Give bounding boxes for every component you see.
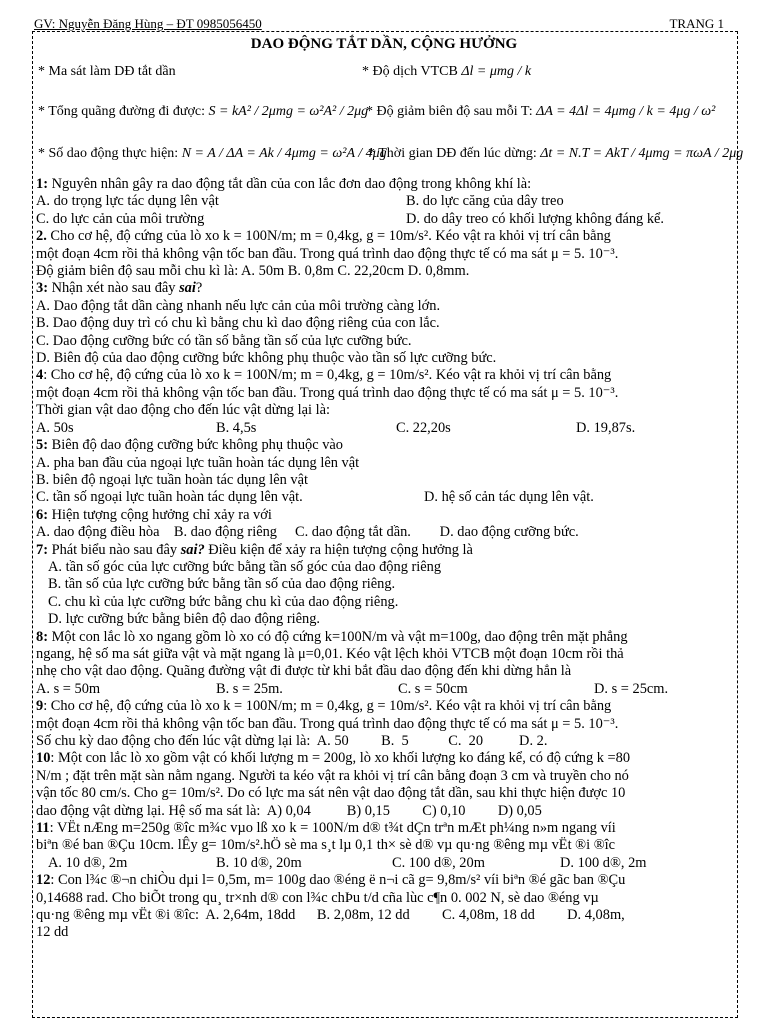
question-1-options-cd xyxy=(36,211,736,228)
q3-option-a: A. Dao động tắt dần càng nhanh nếu lực cản của môi trường càng lớn. xyxy=(36,297,441,314)
formula-amplitude-drop-expr: ΔA = 4Δl = 4μmg / k = 4μg / ω² xyxy=(536,104,716,119)
question-11-options xyxy=(36,855,736,872)
question-7-emphasis: sai? xyxy=(180,541,205,558)
formula-damping xyxy=(38,64,176,80)
q8-option-c: C. s = 50cm xyxy=(398,680,468,697)
q5-option-b: B. biên độ ngoại lực tuần hoàn tác dụng lên vật xyxy=(36,471,308,488)
formula-shift-expr: Δl = μmg / k xyxy=(461,64,532,79)
question-3-text: Nhận xét nào sau đây xyxy=(48,280,180,297)
formula-count-label: * Số dao động thực hiện: xyxy=(38,146,179,161)
question-6-text: Hiện tượng cộng hưởng chỉ xảy ra với xyxy=(48,506,272,523)
question-12-line-4: 12 dd xyxy=(36,924,69,941)
question-12-number: 12 xyxy=(36,872,51,889)
q1-option-d: D. do dây treo có khối lượng không đáng kể. xyxy=(406,210,665,227)
question-10-line-4: dao động vật dừng lại. Hệ số ma sát là: A) 0,04 B) 0,15 C) 0,10 D) 0,05 xyxy=(36,802,542,819)
question-8-line-2: ngang, hệ số ma sát giữa vật và mặt ngang là μ=0,01. Kéo vật lệch khỏi VTCB một đoạn 10cm rồi thả xyxy=(36,645,624,662)
formula-time-expr: Δt = N.T = AkT / 4μmg = πωA / 2μg xyxy=(540,146,744,161)
question-5-number: 5: xyxy=(36,437,48,454)
question-12-line-1: : Con l¾c ®¬n chiÒu dµi l= 0,5m, m= 100g dao ®éng ë n¬i cã g= 9,8m/s² víi biªn ®é gãc ban ®Çu xyxy=(50,872,626,889)
question-10-line-1: : Một con lắc lò xo gồm vật có khối lượng m = 200g, lò xo khối lượng ko đáng kể, có độ cứng k =80 xyxy=(50,750,631,767)
formula-time-label: * Thời gian DĐ đến lúc dừng: xyxy=(368,146,537,161)
question-7 xyxy=(36,542,736,559)
q6-options: A. dao động điều hòa B. dao động riêng C. dao động tắt dần. D. dao động cưỡng bức. xyxy=(36,524,579,541)
question-9-line-1: : Cho cơ hệ, độ cứng của lò xo k = 100N/m; m = 0,4kg, g = 10m/s². Kéo vật ra khỏi vị trí cân bằng xyxy=(43,698,612,715)
q5-option-a: A. pha ban đầu của ngoại lực tuần hoàn tác dụng lên vật xyxy=(36,454,360,471)
question-2-line-3: Độ giảm biên độ sau mỗi chu kì là: A. 50m B. 0,8m C. 22,20cm D. 0,8mm. xyxy=(36,263,470,280)
formula-distance xyxy=(38,104,368,120)
q11-option-d: D. 100 d®, 2m xyxy=(560,854,647,871)
q4-option-c: C. 22,20s xyxy=(396,419,451,436)
question-1 xyxy=(36,176,736,193)
q7-option-c: C. chu kì của lực cưỡng bức bằng chu kì của dao động riêng. xyxy=(48,593,399,610)
q4-option-d: D. 19,87s. xyxy=(576,419,636,436)
question-12 xyxy=(36,872,736,889)
q3-option-c: C. Dao động cưỡng bức có tần số bằng tần số của lực cưỡng bức. xyxy=(36,332,412,349)
question-8 xyxy=(36,629,736,646)
question-6 xyxy=(36,507,736,524)
question-9-number: 9 xyxy=(36,698,44,715)
q1-option-a: A. do trọng lực tác dụng lên vật xyxy=(36,193,219,210)
question-7-text: Phát biểu nào sau đây xyxy=(48,541,181,558)
question-2-number: 2. xyxy=(36,228,47,245)
question-7-number: 7: xyxy=(36,541,48,558)
question-11-line-1: : VËt nÆng m=250g ®îc m¾c vµo lß xo k = 100N/m d® t¾t dÇn trªn mÆt ph¼ng n»m ngang víi xyxy=(49,820,616,837)
question-5 xyxy=(36,437,736,454)
q1-option-c: C. do lực cản của môi trường xyxy=(36,210,205,227)
question-1-text: Nguyên nhân gây ra dao động tắt dần của con lắc đơn dao động trong không khí là: xyxy=(48,176,532,192)
q3-option-d: D. Biên độ của dao động cưỡng bức không phụ thuộc vào tần số lực cưỡng bức. xyxy=(36,350,497,367)
question-8-line-1: Một con lắc lò xo ngang gồm lò xo có độ cứng k=100N/m và vật m=100g, dao động trên mặt phẳng xyxy=(48,628,628,645)
question-4-line-3: Thời gian vật dao động cho đến lúc vật dừng lại là: xyxy=(36,402,330,419)
question-11-line-2: biªn ®é ban ®Çu 10cm. lÊy g= 10m/s².hÖ sè ma s¸t lµ 0,1 th× sè d® vµ qu·ng ®êng mµ vËt ®i ®îc xyxy=(36,837,616,854)
question-1-options-ab xyxy=(36,193,736,210)
q7-option-a: A. tần số góc của lực cưỡng bức bằng tần số góc của dao động riêng xyxy=(48,558,442,575)
question-5-text: Biên độ dao động cưỡng bức không phụ thuộc vào xyxy=(48,437,343,454)
question-7-tail: Điều kiện để xảy ra hiện tượng cộng hưởng là xyxy=(204,541,473,558)
formula-shift xyxy=(362,64,531,80)
question-2-line-1: Cho cơ hệ, độ cứng của lò xo k = 100N/m; m = 0,4kg, g = 10m/s². Kéo vật ra khỏi vị trí cân bằng xyxy=(46,228,611,245)
question-4 xyxy=(36,367,736,384)
page-header xyxy=(34,16,724,34)
q8-option-b: B. s = 25m. xyxy=(216,680,283,697)
q8-option-d: D. s = 25cm. xyxy=(594,680,669,697)
header-page-number: TRANG 1 xyxy=(669,16,724,31)
question-6-number: 6: xyxy=(36,506,48,523)
question-1-number: 1: xyxy=(36,176,48,192)
question-10-line-2: N/m ; đặt trên mặt sàn nằm ngang. Người ta kéo vật ra khỏi vị trí cân bằng đoạn 3 cm và truyền cho nó xyxy=(36,767,629,784)
question-9-line-2: một đoạn 4cm rồi thả không vận tốc ban đầu. Trong quá trình dao động thực tế có ma sát μ = 5. 10⁻³. xyxy=(36,715,619,732)
question-12-line-3: qu·ng ®êng mµ vËt ®i ®îc: A. 2,64m, 18dd B. 2,08m, 12 dd C. 4,08m, 18 dd D. 4,08m, xyxy=(36,907,625,924)
question-8-options xyxy=(36,681,736,698)
question-list xyxy=(36,176,736,942)
q11-option-c: C. 100 d®, 20m xyxy=(392,854,485,871)
question-9 xyxy=(36,698,736,715)
q8-option-a: A. s = 50m xyxy=(36,680,101,697)
question-8-number: 8: xyxy=(36,628,48,645)
q11-option-a: A. 10 d®, 2m xyxy=(48,854,128,871)
formula-count-expr: N = A / ΔA = Ak / 4μmg = ω²A / 4μg xyxy=(181,146,387,161)
formula-time xyxy=(368,146,743,162)
question-11-number: 11 xyxy=(36,820,50,837)
q1-option-b: B. do lực căng của dây treo xyxy=(406,193,564,210)
formula-count xyxy=(38,146,387,162)
question-10-line-3: vận tốc 80 cm/s. Cho g= 10m/s². Do có lực ma sát nên vật dao động tắt dần, sau khi thực hiện được 10 xyxy=(36,785,626,802)
q7-option-b: B. tần số của lực cưỡng bức bằng tần số của dao động riêng. xyxy=(48,576,396,593)
question-9-line-3: Số chu kỳ dao động cho đến lúc vật dừng lại là: A. 50 B. 5 C. 20 D. 2. xyxy=(36,733,548,749)
q4-option-a: A. 50s xyxy=(36,419,74,436)
question-4-line-1: : Cho cơ hệ, độ cứng của lò xo k = 100N/m; m = 0,4kg, g = 10m/s². Kéo vật ra khỏi vị trí cân bằng xyxy=(43,367,612,384)
q11-option-b: B. 10 d®, 20m xyxy=(216,854,302,871)
q5-option-d: D. hệ số cản tác dụng lên vật. xyxy=(424,489,594,506)
formula-distance-expr: S = kA² / 2μmg = ω²A² / 2μg xyxy=(208,104,369,119)
question-4-options xyxy=(36,420,736,437)
question-11 xyxy=(36,820,736,837)
formula-damping-label: * Ma sát làm DĐ tắt dần xyxy=(38,64,176,79)
question-4-line-2: một đoạn 4cm rồi thả không vận tốc ban đầu. Trong quá trình dao động thực tế có ma sát μ = 5. 10⁻³. xyxy=(36,384,619,401)
page-title: DAO ĐỘNG TẮT DẦN, CỘNG HƯỞNG xyxy=(250,36,518,52)
question-10-number: 10 xyxy=(36,750,51,767)
question-5-options-cd xyxy=(36,489,736,506)
question-2 xyxy=(36,228,736,245)
q4-option-b: B. 4,5s xyxy=(216,419,257,436)
question-3-number: 3: xyxy=(36,280,48,297)
question-2-line-2: một đoạn 4cm rồi thả không vận tốc ban đầu. Trong quá trình dao động thực tế có ma sát μ = 5. 10⁻³. xyxy=(36,245,619,262)
question-4-number: 4 xyxy=(36,367,44,384)
q7-option-d: D. lực cưỡng bức bằng biên độ dao động riêng. xyxy=(48,611,320,628)
question-8-line-3: nhẹ cho vật dao động. Quãng đường vật đi được từ khi bắt đầu dao động đến khi dừng hẳn là xyxy=(36,663,572,680)
question-12-line-2: 0,14688 rad. Cho biÕt trong qu¸ tr×nh d® con l¾c chÞu t/d cña lùc c¶n 0. 002 N, sè dao ®éng vµ xyxy=(36,889,599,906)
question-3-emphasis: sai xyxy=(179,280,196,297)
question-10 xyxy=(36,750,736,767)
formula-shift-label: * Độ dịch VTCB xyxy=(362,64,458,79)
header-teacher: GV: Nguyễn Đăng Hùng – ĐT 0985056450 xyxy=(34,16,262,31)
question-3 xyxy=(36,280,736,297)
formula-distance-label: * Tổng quãng đường đi được: xyxy=(38,104,205,119)
q5-option-c: C. tần số ngoại lực tuần hoàn tác dụng lên vật. xyxy=(36,489,303,506)
q3-option-b: B. Dao động duy trì có chu kì bằng chu kì dao động riêng của con lắc. xyxy=(36,315,440,332)
formula-amplitude-drop xyxy=(366,104,715,120)
question-3-tail: ? xyxy=(195,280,203,297)
formula-amplitude-drop-label: * Độ giảm biên độ sau mỗi T: xyxy=(366,104,533,119)
